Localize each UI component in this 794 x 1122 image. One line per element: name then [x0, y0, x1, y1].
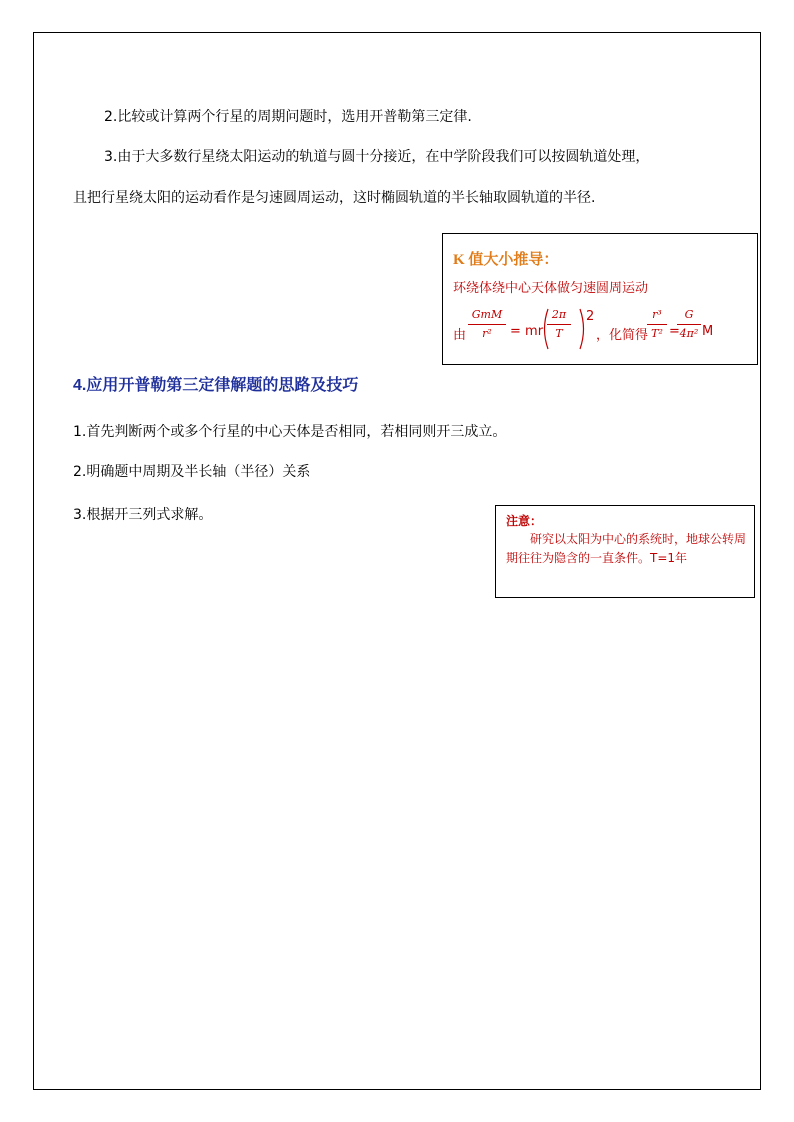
fraction-numerator: G [684, 308, 694, 321]
k-box-title: K 值大小推导： [453, 252, 559, 268]
fraction-numerator: 2π [551, 308, 567, 321]
paragraph-2: 2.比较或计算两个行星的周期问题时，选用开普勒第三定律. [104, 109, 472, 125]
k-box-subtitle: 环绕体绕中心天体做匀速圆周运动 [453, 281, 649, 296]
list-item: 1.首先判断两个或多个行星的中心天体是否相同，若相同则开三成立。 [73, 424, 507, 440]
k-formula [453, 306, 753, 354]
formula-exponent: 2 [586, 309, 595, 324]
formula-suffix: M [702, 324, 714, 339]
fraction-denominator: T² [651, 327, 663, 340]
formula-middle: ，化简得 [596, 328, 649, 343]
note-box [495, 505, 755, 598]
formula-eq2: = [669, 324, 680, 339]
fraction-denominator: T [555, 327, 563, 340]
section-heading: 4.应用开普勒第三定律解题的思路及技巧 [73, 377, 359, 394]
paragraph-3-line1: 3.由于大多数行星绕太阳运动的轨道与圆十分接近，在中学阶段我们可以按圆轨道处理， [104, 149, 650, 165]
fraction-gmm-r2 [468, 308, 506, 341]
formula-prefix: 由 [453, 328, 467, 343]
fraction-r3-t2 [647, 308, 667, 341]
fraction-2pi-t [547, 308, 571, 341]
fraction-denominator: r² [482, 327, 492, 340]
paragraph-3-line2: 且把行星绕太阳的运动看作是匀速圆周运动，这时椭圆轨道的半长轴取圆轨道的半径. [73, 190, 596, 206]
fraction-numerator: GmM [471, 308, 503, 321]
list-item: 3.根据开三列式求解。 [73, 507, 213, 523]
formula-eq1: = mr [510, 324, 544, 339]
fraction-denominator: 4π² [679, 327, 699, 340]
k-value-derivation-box [442, 233, 758, 365]
fraction-numerator: r³ [652, 308, 662, 321]
list-item: 2.明确题中周期及半长轴（半径）关系 [73, 464, 311, 480]
note-text: 研究以太阳为中心的系统时，地球公转周期往往为隐含的一直条件。T=1年 [506, 532, 747, 565]
note-title: 注意： [506, 514, 543, 528]
fraction-g-4pi2 [677, 308, 701, 341]
